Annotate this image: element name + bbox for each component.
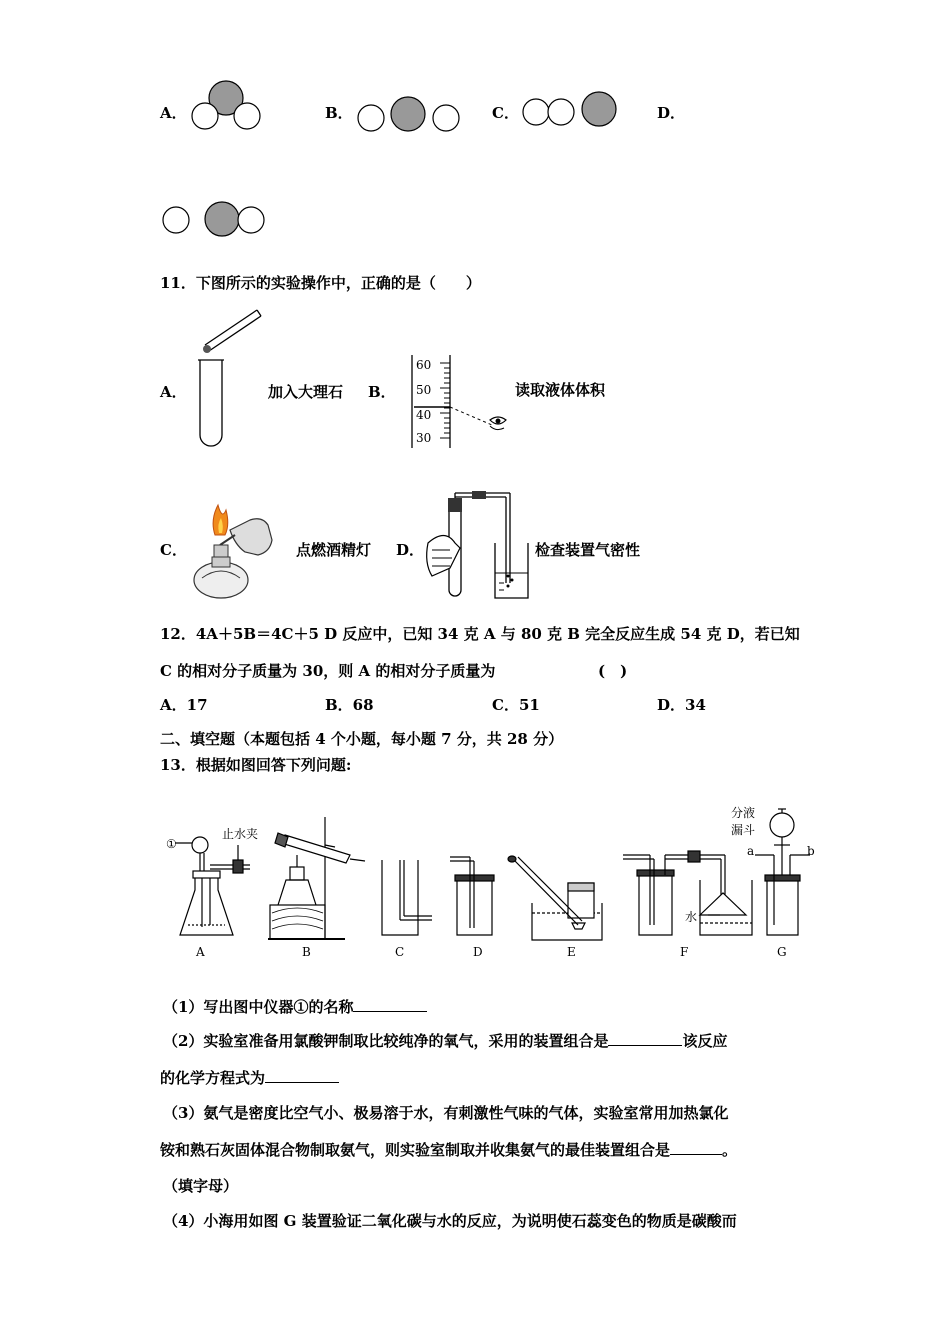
q11-stem: 11．下图所示的实验操作中，正确的是（ ） (160, 274, 481, 292)
q11-a-text: 加入大理石 (268, 383, 344, 401)
q12-option-b: B．68 (325, 696, 374, 714)
q10-option-a-label: A． (160, 104, 187, 122)
q13-sub2-line2 (160, 1068, 339, 1088)
q13-sub2c-text: 的化学方程式为 (160, 1069, 266, 1087)
apparatus-a (175, 837, 250, 935)
apparatus-e (508, 856, 602, 940)
q12-option-a: A．17 (160, 696, 208, 714)
q10-option-a-model (188, 80, 268, 135)
q13-sub3-line3: （填字母） (163, 1177, 239, 1195)
q13-sub3c-text: 。 (722, 1141, 738, 1159)
q11-c-text: 点燃酒精灯 (296, 541, 372, 559)
apparatus-letter-b: B (302, 945, 311, 959)
apparatus-letter-e: E (567, 945, 576, 959)
apparatus-figure (160, 795, 820, 965)
apparatus-letter-c: C (395, 945, 405, 959)
apparatus-c (382, 860, 432, 935)
q13-sub4-line1: （4）小海用如图 G 装置验证二氧化碳与水的反应，为说明使石蕊变色的物质是碳酸而 (163, 1212, 737, 1230)
q13-sub1-text: （1）写出图中仪器①的名称 (163, 998, 354, 1016)
cylinder-tick-30: 30 (416, 431, 432, 445)
q12-option-c: C．51 (492, 696, 540, 714)
q11-d-text: 检查装置气密性 (535, 541, 641, 559)
q13-sub2b-text: 该反应 (682, 1032, 728, 1050)
cylinder-tick-50: 50 (416, 383, 432, 397)
airtightness-check-figure (420, 488, 535, 603)
water-label: 水 (685, 910, 698, 924)
port-b-label: b (807, 844, 815, 858)
q12-line2: C 的相对分子质量为 30，则 A 的相对分子质量为 (160, 662, 496, 680)
q10-option-b-label: B． (325, 104, 353, 122)
q11-b-label: B． (368, 383, 396, 401)
q13-sub3b-text: 铵和熟石灰固体混合物制取氨气，则实验室制取并收集氨气的最佳装置组合是 (160, 1141, 671, 1159)
apparatus-b (268, 817, 365, 939)
q12-answer-paren: ( ) (598, 662, 628, 680)
q10-option-d-label: D． (657, 104, 686, 122)
q13-sub3-line1: （3）氨气是密度比空气小、极易溶于水，有刺激性气味的气体，实验室常用加热氯化 (163, 1104, 729, 1122)
answer-blank-2a[interactable] (608, 1031, 682, 1046)
cylinder-tick-40: 40 (416, 408, 432, 422)
q11-c-label: C． (160, 541, 187, 559)
q10-option-c-label: C． (492, 104, 519, 122)
apparatus-letter-f: F (680, 945, 689, 959)
q13-sub2a-text: （2）实验室准备用氯酸钾制取比较纯净的氧气，采用的装置组合是 (163, 1032, 609, 1050)
port-a-label: a (747, 844, 755, 858)
q13-sub3-line2 (160, 1140, 737, 1160)
instrument-1-marker: ① (166, 837, 177, 851)
apparatus-g (755, 809, 810, 935)
apparatus-letter-g: G (777, 945, 787, 959)
q10-option-d-model (160, 200, 270, 240)
answer-blank-2b[interactable] (265, 1068, 339, 1083)
q13-stem: 13．根据如图回答下列问题: (160, 756, 352, 774)
q11-b-text: 读取液体体积 (515, 381, 606, 399)
separatory-funnel-label-1: 分液 (731, 806, 756, 820)
cylinder-tick-60: 60 (416, 358, 432, 372)
q12-option-d: D．34 (657, 696, 706, 714)
q13-sub1 (163, 997, 427, 1017)
q11-d-label: D． (396, 541, 425, 559)
apparatus-letter-a: A (196, 945, 205, 959)
q10-option-b-model (356, 94, 466, 134)
apparatus-d (450, 857, 494, 935)
q13-sub2-line1 (163, 1031, 727, 1051)
stop-clamp-label: 止水夹 (222, 827, 259, 841)
separatory-funnel-label-2: 漏斗 (731, 823, 756, 837)
q12-line1: 12．4A＋5B＝4C＋5 D 反应中，已知 34 克 A 与 80 克 B 完全反应生成 54 克 D，若已知 (160, 625, 800, 643)
test-tube-figure (195, 305, 270, 445)
section2-heading: 二、填空题（本题包括 4 个小题，每小题 7 分，共 28 分） (160, 730, 564, 748)
alcohol-lamp-figure (190, 500, 285, 605)
q11-a-label: A． (160, 383, 187, 401)
apparatus-letter-d: D (473, 945, 483, 959)
answer-blank-1[interactable] (353, 997, 427, 1012)
answer-blank-3[interactable] (670, 1140, 722, 1155)
q10-option-c-model (522, 90, 622, 130)
